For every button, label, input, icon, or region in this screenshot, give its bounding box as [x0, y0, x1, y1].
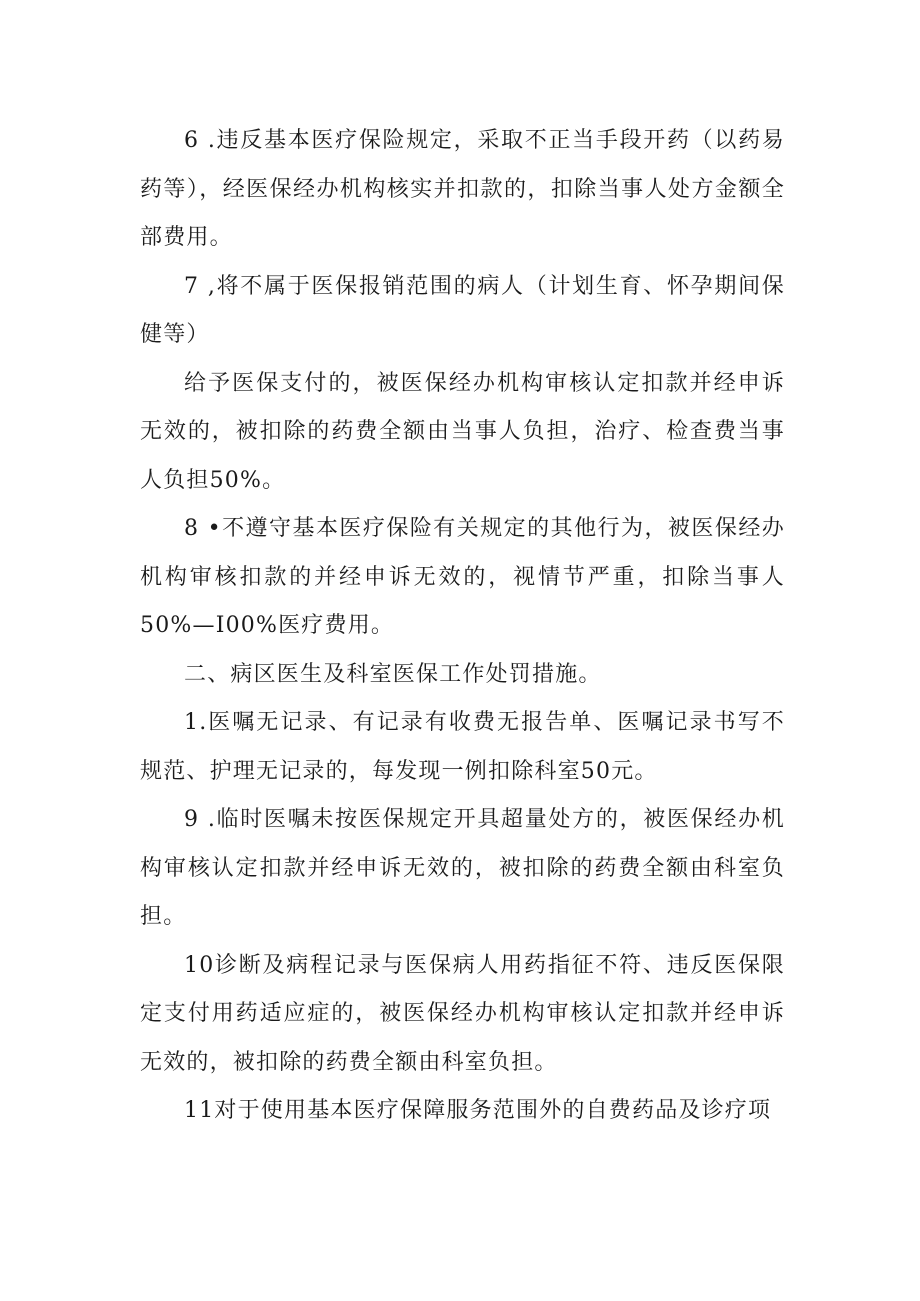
section-heading-ward-doctors: 二、病区医生及科室医保工作处罚措施。 [184, 661, 602, 687]
paragraph-item-7: 7 ,将不属于医保报销范围的病人（计划生育、怀孕期间保健等） [140, 273, 785, 347]
paragraph-item-9: 9 .临时医嘱未按医保规定开具超量处方的，被医保经办机构审核认定扣款并经申诉无效的，被扣除的药费全额由科室负担。 [140, 807, 785, 929]
paragraph-item-8: 8 •不遵守基本医疗保险有关规定的其他行为，被医保经办机构审核扣款的并经申诉无效的，视情节严重，扣除当事人50%—I00%医疗费用。 [140, 516, 785, 638]
paragraph-item-7-continued: 给予医保支付的，被医保经办机构审核认定扣款并经申诉无效的，被扣除的药费全额由当事人负担，治疗、检查费当事人负担50%。 [140, 370, 785, 493]
document-body [140, 117, 785, 1136]
paragraph-item-11: 11对于使用基本医疗保障服务范围外的自费药品及诊疗项 [184, 1098, 772, 1123]
paragraph-item-10: 10诊断及病程记录与医保病人用药指征不符、违反医保限定支付用药适应症的，被医保经办机构审核认定扣款并经申诉无效的，被扣除的药费全额由科室负担。 [140, 952, 785, 1075]
paragraph-item-1: 1.医嘱无记录、有记录有收费无报告单、医嘱记录书写不规范、护理无记录的，每发现一例扣除科室50元。 [140, 710, 785, 784]
paragraph-item-6: 6 .违反基本医疗保险规定，采取不正当手段开药（以药易药等），经医保经办机构核实并扣款的，扣除当事人处方金额全部费用。 [140, 128, 785, 250]
